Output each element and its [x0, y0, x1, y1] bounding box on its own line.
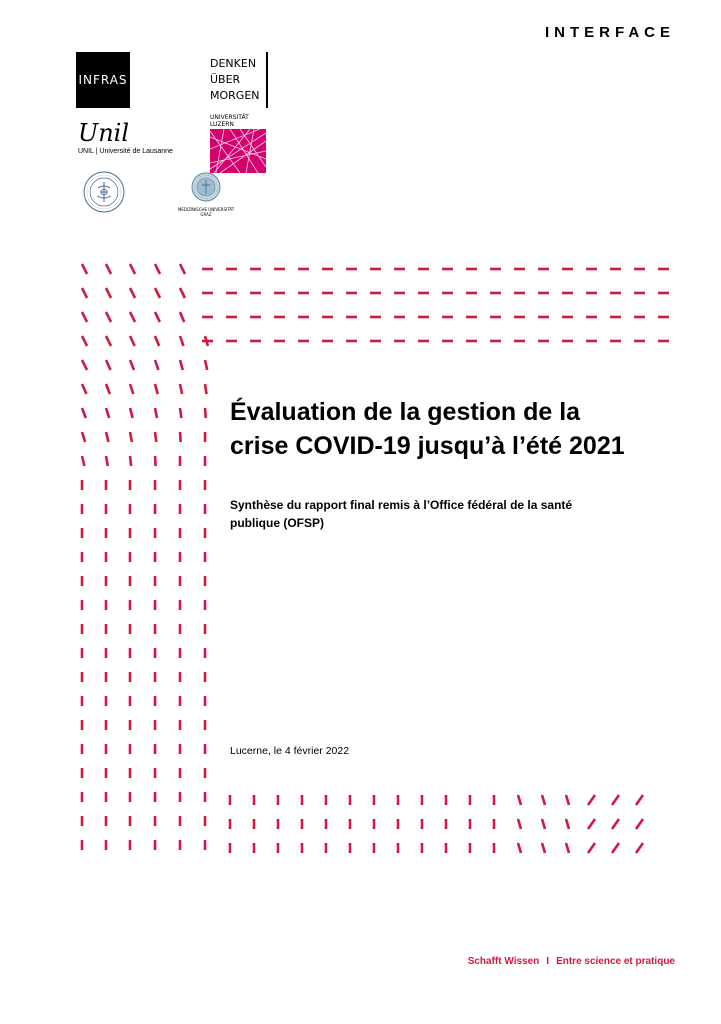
pattern-mark: [106, 312, 111, 322]
footer-tagline-left: Schafft Wissen: [467, 956, 540, 967]
infras-logo-text: INFRAS: [76, 52, 130, 108]
footer-separator: I: [546, 956, 550, 967]
pattern-mark: [82, 312, 87, 322]
pattern-mark: [82, 360, 87, 370]
pattern-mark: [636, 795, 643, 805]
document-title: [230, 395, 690, 463]
luzern-line-2: LUZERN: [210, 121, 234, 128]
pattern-mark: [180, 384, 182, 394]
pattern-mark: [130, 384, 133, 394]
pattern-mark: [82, 456, 84, 466]
pattern-mark: [542, 819, 545, 829]
pattern-mark: [566, 795, 569, 805]
document-subtitle-line-1: Synthèse du rapport final remis à l’Office fédéral de la santé: [230, 498, 573, 512]
pattern-mark: [155, 360, 158, 370]
pattern-mark: [180, 360, 183, 370]
pattern-mark: [130, 264, 135, 274]
document-subtitle: [230, 496, 690, 532]
pattern-mark: [588, 819, 595, 829]
infras-logo-orange-block: [130, 52, 184, 108]
pattern-mark: [205, 336, 208, 346]
pattern-mark: [106, 360, 111, 370]
denken-ueber-morgen-logo: [210, 56, 260, 104]
pattern-mark: [636, 819, 643, 829]
pattern-mark: [636, 843, 643, 853]
denken-line-1: DENKEN: [210, 57, 257, 70]
pattern-mark: [155, 432, 156, 442]
pattern-mark: [155, 384, 158, 394]
pattern-mark: [180, 432, 181, 442]
pattern-mark: [82, 384, 87, 394]
pattern-mark: [82, 264, 87, 274]
place-and-date: Lucerne, le 4 février 2022: [230, 745, 350, 757]
pattern-mark: [155, 288, 160, 298]
pattern-mark: [82, 408, 86, 418]
pattern-mark: [155, 456, 156, 466]
denken-logo-bar: [266, 52, 268, 108]
pattern-mark: [205, 384, 207, 394]
pattern-mark: [82, 432, 85, 442]
pattern-mark: [106, 336, 111, 346]
pattern-mark: [180, 288, 185, 298]
pattern-mark: [155, 312, 160, 322]
pattern-mark: [612, 795, 619, 805]
unil-logo: [78, 120, 173, 155]
brand-name: INTERFACE: [544, 24, 675, 41]
pattern-mark: [205, 408, 206, 418]
pattern-mark: [588, 795, 595, 805]
luzern-line-1: UNIVERSITÄT: [210, 114, 249, 121]
pattern-mark: [566, 843, 569, 853]
pattern-mark: [106, 456, 108, 466]
unil-logo-script: Unil: [78, 119, 130, 147]
graz-line-1: MEDIZINISCHE UNIVERSITÄT: [177, 207, 235, 212]
graz-logo: [176, 172, 236, 217]
pattern-mark: [130, 456, 131, 466]
stockholm-school-of-economics-seal-icon: [82, 170, 126, 214]
pattern-mark: [542, 795, 545, 805]
pattern-mark: [130, 312, 135, 322]
pattern-mark: [106, 264, 111, 274]
pattern-mark: [542, 843, 545, 853]
luzern-logo: [210, 114, 268, 178]
pattern-mark: [82, 288, 87, 298]
footer-tagline: [468, 956, 675, 967]
pattern-mark: [130, 336, 135, 346]
pattern-mark: [612, 843, 619, 853]
pattern-mark: [180, 336, 184, 346]
pattern-mark: [612, 819, 619, 829]
pattern-mark: [155, 408, 157, 418]
denken-line-3: MORGEN: [210, 89, 260, 102]
pattern-mark: [588, 843, 595, 853]
pattern-mark: [180, 408, 181, 418]
graz-line-2: GRAZ: [200, 212, 212, 217]
pattern-mark: [518, 795, 521, 805]
pattern-mark: [518, 819, 521, 829]
graz-seal-icon: [191, 172, 221, 202]
footer-tagline-right: Entre science et pratique: [556, 956, 675, 967]
pattern-mark: [130, 360, 134, 370]
pattern-mark: [518, 843, 521, 853]
infras-logo: [76, 52, 184, 108]
pattern-mark: [180, 264, 185, 274]
pattern-mark: [205, 360, 207, 370]
pattern-mark: [106, 288, 111, 298]
denken-line-2: ÜBER: [210, 73, 241, 86]
pattern-mark: [106, 384, 110, 394]
document-subtitle-line-2: publique (OFSP): [230, 516, 324, 530]
unil-logo-subtitle: UNIL | Université de Lausanne: [78, 148, 173, 155]
document-title-line-1: Évaluation de la gestion de la: [230, 398, 581, 426]
pattern-mark: [130, 432, 132, 442]
pattern-mark: [155, 264, 160, 274]
pattern-mark: [130, 288, 135, 298]
pattern-mark: [566, 819, 569, 829]
pattern-mark: [106, 432, 109, 442]
luzern-logo-pattern-icon: [210, 129, 266, 173]
pattern-mark: [106, 408, 109, 418]
pattern-mark: [155, 336, 159, 346]
pattern-mark: [180, 312, 184, 322]
document-title-line-2: crise COVID-19 jusqu’à l’été 2021: [230, 432, 625, 460]
pattern-mark: [82, 336, 87, 346]
pattern-mark: [130, 408, 133, 418]
